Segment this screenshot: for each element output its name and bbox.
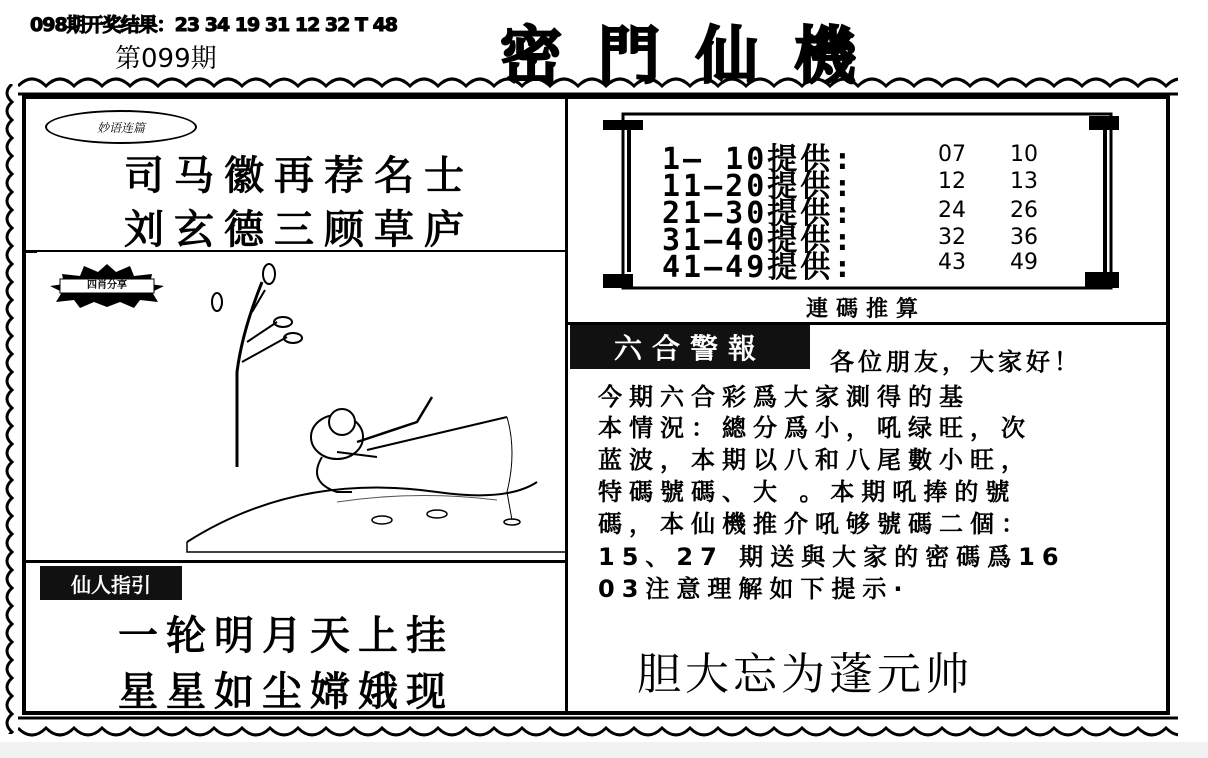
issue-number: 第099期 <box>115 44 217 74</box>
bottom-wave-border <box>18 714 1178 742</box>
range-label: 41—49提供 <box>662 250 834 285</box>
alert-line-1: 今期六合彩爲大家測得的基 <box>598 383 970 411</box>
range-row-4: 31—40提供: <box>662 223 855 258</box>
range-row-2: 11—20提供: <box>662 169 855 204</box>
riddle-badge: 妙语连篇 <box>45 110 197 144</box>
poem-line-1: 一轮明月天上挂 <box>118 612 454 659</box>
range-label: 11—20提供 <box>662 169 834 204</box>
range-1-value-b: 10 <box>1010 142 1038 167</box>
range-row-5: 41—49提供: <box>662 250 855 285</box>
alert-line-4: 特碼號碼、大 。本期吼捧的號 <box>598 478 1017 506</box>
range-5-value-a: 43 <box>938 250 966 275</box>
range-row-3: 21—30提供: <box>662 196 855 231</box>
range-2-value-b: 13 <box>1010 169 1038 194</box>
bottom-strip <box>0 742 1208 758</box>
range-5-value-b: 49 <box>1010 250 1038 275</box>
guide-label: 仙人指引 <box>40 566 182 600</box>
previous-result: 098期开奖结果：23 34 19 31 12 32 T 48 <box>30 14 398 36</box>
range-3-value-a: 24 <box>938 198 966 223</box>
range-3-value-b: 26 <box>1010 198 1038 223</box>
range-label: 1— 10提供 <box>662 142 834 177</box>
alert-line-2: 本情況：總分爲小，吼绿旺，次 <box>598 414 1032 442</box>
column-divider <box>565 95 568 715</box>
range-label: 31—40提供 <box>662 223 834 258</box>
range-4-value-b: 36 <box>1010 225 1038 250</box>
alert-label: 六合警報 <box>570 325 810 369</box>
alert-line-6: 15、27 期送與大家的密碼爲16 <box>598 543 1066 571</box>
range-label: 21—30提供 <box>662 196 834 231</box>
range-4-value-a: 32 <box>938 225 966 250</box>
page-title: 密門仙機 <box>500 19 893 92</box>
alert-hint: 胆大忘为蓬元帅 <box>637 649 973 700</box>
picture-badge-label: 四肖分享 <box>87 280 127 291</box>
alert-line-7: 03注意理解如下提示· <box>598 575 910 603</box>
riddle-line-2: 刘玄德三顾草庐 <box>124 206 474 253</box>
picture-divider <box>26 560 566 563</box>
riddle-line-1: 司马徽再荐名士 <box>124 152 474 199</box>
left-wave-border <box>0 84 22 734</box>
alert-greeting: 各位朋友，大家好！ <box>830 348 1082 376</box>
range-1-value-a: 07 <box>938 142 966 167</box>
range-row-1: 1— 10提供: <box>662 142 855 177</box>
alert-line-3: 蓝波，本期以八和八尾數小旺， <box>598 446 1032 474</box>
range-2-value-a: 12 <box>938 169 966 194</box>
ranges-caption: 連碼推算 <box>806 297 927 322</box>
alert-line-5: 碼，本仙機推介吼够號碼二個： <box>598 510 1032 538</box>
poem-line-2: 星星如尘嫦娥现 <box>118 668 454 715</box>
